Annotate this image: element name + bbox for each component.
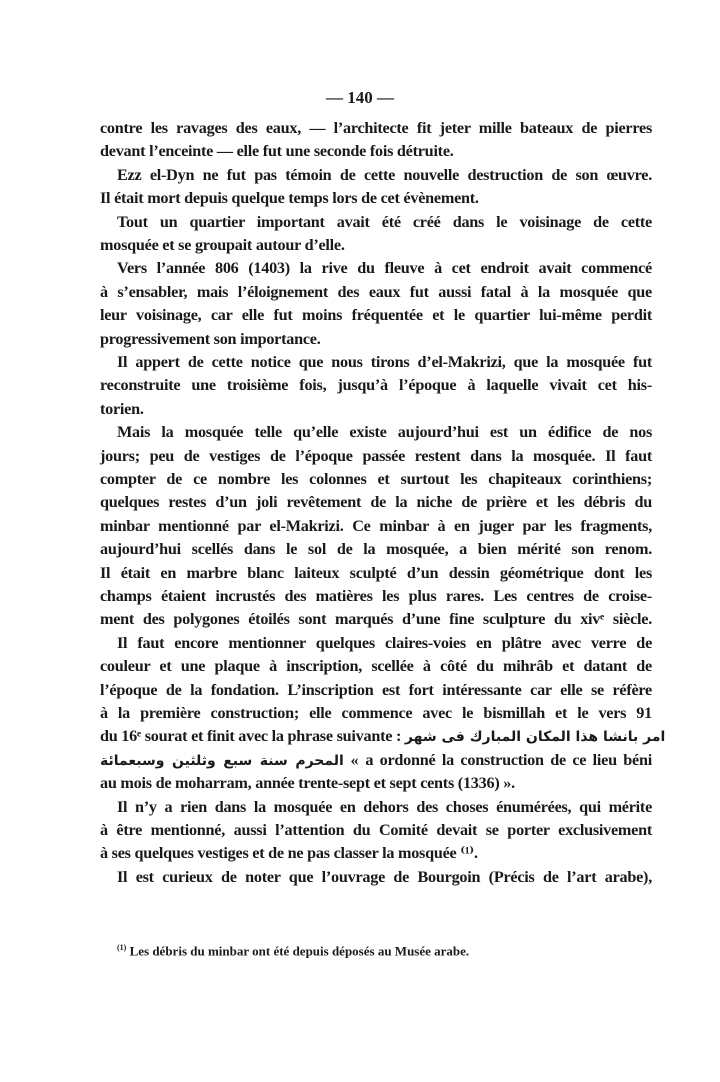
line-text: ment des polygones étoilés sont marqués d’une fine sculpture du xivᵉ siècle. xyxy=(100,610,652,629)
text-line xyxy=(100,282,652,302)
line-text: à s’ensabler, mais l’éloignement des eaux fut aussi fatal à la mosquée que xyxy=(100,282,652,301)
text-line xyxy=(100,516,652,536)
text-line xyxy=(100,118,652,138)
footnote-marker: (1) xyxy=(117,943,127,952)
text-line xyxy=(100,609,652,629)
line-text: compter de ce nombre les colonnes et surtout les chapiteaux corinthiens; xyxy=(100,470,652,488)
text-line xyxy=(100,703,652,723)
text-line xyxy=(100,399,652,419)
line-text: leur voisinage, car elle fut moins fréquentée et le quartier lui-même perdit xyxy=(100,306,652,325)
line-text: Il était en marbre blanc laiteux sculpté d’un dessin géométrique dont les xyxy=(100,563,652,582)
text-line xyxy=(100,188,652,208)
line-text: torien. xyxy=(100,399,144,418)
footnote xyxy=(117,943,469,959)
text-line xyxy=(117,422,652,442)
line-text: couleur et une plaque à inscription, scellée à côté du mihrâb et datant de xyxy=(100,657,652,676)
text-line xyxy=(100,820,652,840)
line-text: « a ordonné la construction de ce lieu béni xyxy=(350,750,652,769)
line-text: quelques restes d’un joli revêtement de la niche de prière et les débris du xyxy=(100,493,652,512)
text-line xyxy=(100,563,652,583)
text-line xyxy=(100,469,652,489)
text-line xyxy=(100,329,652,349)
text-line xyxy=(117,633,652,653)
text-line xyxy=(100,446,652,466)
line-text: devant l’enceinte — elle fut une seconde fois détruite. xyxy=(100,142,454,161)
line-text: Il n’y a rien dans la mosquée en dehors des choses énumérées, qui mérite xyxy=(117,797,652,816)
line-text: Il est curieux de noter que l’ouvrage de Bourgoin (Précis de l’art arabe), xyxy=(117,867,652,886)
text-line xyxy=(117,258,652,278)
text-line xyxy=(100,305,652,325)
line-text: Tout un quartier important avait été créé dans le voisinage de cette xyxy=(117,212,652,231)
line-text: Mais la mosquée telle qu’elle existe aujourd’hui est un édifice de nos xyxy=(117,423,652,442)
line-text: progressivement son importance. xyxy=(100,329,321,348)
text-line xyxy=(100,492,652,512)
line-text: à la première construction; elle commence avec le bismillah et le vers 91 xyxy=(100,704,652,722)
line-text: reconstruite une troisième fois, jusqu’à l’époque à laquelle vivait cet his- xyxy=(100,376,652,395)
text-line xyxy=(100,773,652,793)
line-text: Vers l’année 806 (1403) la rive du fleuve à cet endroit avait commencé xyxy=(117,259,652,278)
line-text: l’époque de la fondation. L’inscription est fort intéressante car elle se réfère xyxy=(100,680,652,699)
line-text: Il faut encore mentionner quelques claires-voies en plâtre avec verre de xyxy=(117,633,652,652)
line-text: aujourd’hui scellés dans le sol de la mosquée, a bien mérité son renom. xyxy=(100,540,652,559)
line-text: contre les ravages des eaux, — l’architecte fit jeter mille bateaux de pierres xyxy=(100,119,652,137)
line-text: Il appert de cette notice que nous tirons d’el-Makrizi, que la mosquée fut xyxy=(117,353,652,371)
footnote-text: Les débris du minbar ont été depuis déposés au Musée arabe. xyxy=(129,943,470,959)
line-text: minbar mentionné par el-Makrizi. Ce minbar à en juger par les fragments, xyxy=(100,516,652,535)
text-line xyxy=(117,797,652,817)
line-text: Ezz el-Dyn ne fut pas témoin de cette nouvelle destruction de son œuvre. xyxy=(117,165,652,184)
text-line xyxy=(100,235,652,255)
text-line xyxy=(100,726,666,747)
text-line xyxy=(100,750,652,771)
text-line xyxy=(100,586,652,606)
text-line xyxy=(100,843,652,863)
line-text: au mois de moharram, année trente-sept et sept cents (1336) ». xyxy=(100,774,515,793)
line-text: jours; peu de vestiges de l’époque passée restent dans la mosquée. Il faut xyxy=(100,446,652,465)
text-line xyxy=(117,165,652,185)
line-text: Il était mort depuis quelque temps lors de cet évènement. xyxy=(100,189,479,208)
arabic-inscription: امر بانشا هذا المكان المبارك فى شهر xyxy=(404,729,666,746)
arabic-inscription: المحرم سنة سبع وثلثين وسبعمائة xyxy=(100,752,344,769)
text-line xyxy=(100,539,652,559)
line-text: mosquée et se groupait autour d’elle. xyxy=(100,236,345,254)
line-text: champs étaient incrustés des matières les plus rares. Les centres de croise- xyxy=(100,587,652,605)
line-text: à ses quelques vestiges et de ne pas classer la mosquée ⁽¹⁾. xyxy=(100,844,478,863)
text-line xyxy=(100,680,652,700)
text-line xyxy=(100,141,652,161)
text-line xyxy=(100,656,652,676)
text-line xyxy=(117,212,652,232)
line-text: du 16ᵉ sourat et finit avec la phrase suivante : xyxy=(100,727,402,746)
line-text: à être mentionné, aussi l’attention du Comité devait se porter exclusivement xyxy=(100,821,652,839)
text-line xyxy=(100,375,652,395)
page-number: — 140 — xyxy=(326,88,394,107)
text-line xyxy=(117,867,652,887)
text-line xyxy=(117,352,652,372)
